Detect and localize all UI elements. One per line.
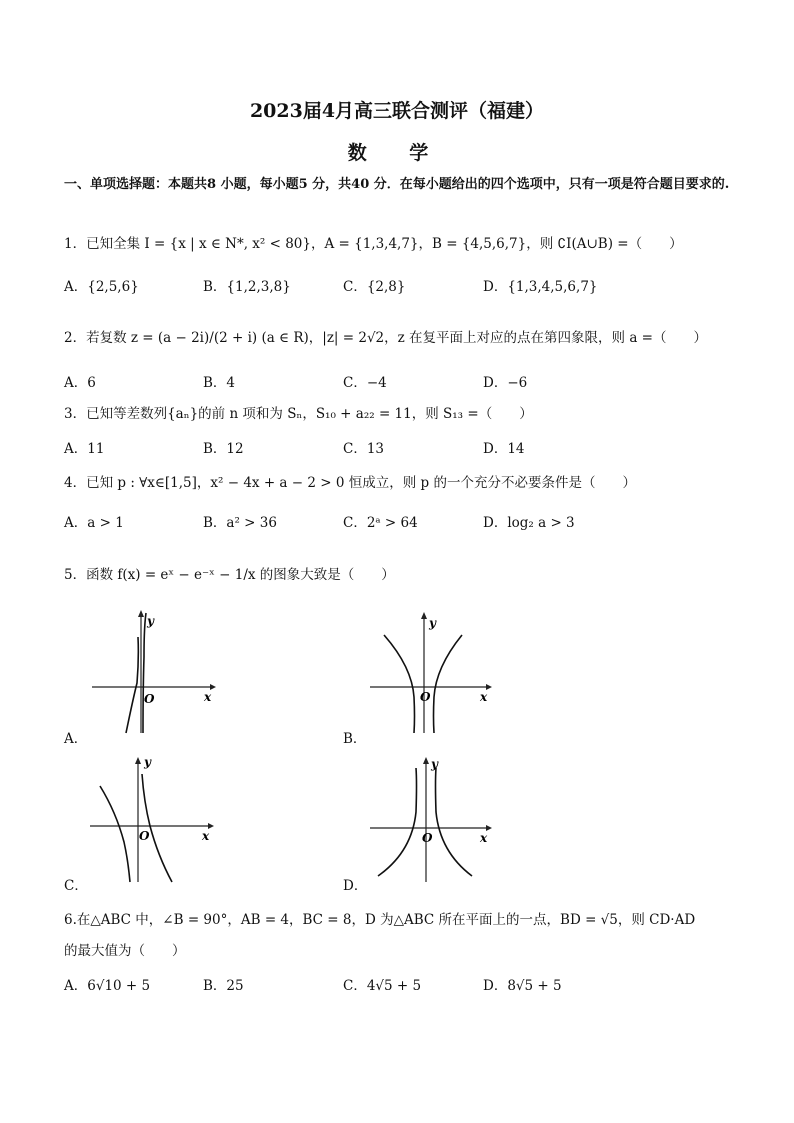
graph-d-origin-label: O (422, 831, 433, 845)
graph-option-b (366, 607, 496, 737)
graph-d-x-label: x (480, 831, 488, 845)
graph-label-c: C． (64, 878, 88, 894)
q1-option-d: D．{1,3,4,5,6,7} (483, 279, 598, 295)
q4-option-a: A．a > 1 (64, 515, 124, 531)
graph-c-y-label: y (144, 755, 151, 769)
q1-option-c: C．{2,8} (343, 279, 406, 295)
question-6-stem-line2: 的最大值为（ ） (64, 943, 186, 959)
graph-d-y-label: y (431, 757, 438, 771)
q4-option-c: C．2ᵃ > 64 (343, 515, 418, 531)
graph-label-d: D． (343, 878, 368, 894)
q4-option-d: D．log₂ a > 3 (483, 515, 575, 531)
graph-a-origin-label: O (144, 692, 155, 706)
q2-option-a: A．6 (64, 375, 96, 391)
graph-option-d (366, 752, 496, 886)
question-4-stem: 4．已知 p : ∀x∈[1,5]，x² − 4x + a − 2 > 0 恒成立，则 p 的一个充分不必要条件是（ ） (64, 475, 636, 491)
subject-title: 数 学 (347, 142, 447, 164)
q3-option-b: B．12 (203, 441, 244, 457)
q2-option-c: C．−4 (343, 375, 387, 391)
graph-b-y-label: y (429, 616, 436, 630)
q1-option-b: B．{1,2,3,8} (203, 279, 291, 295)
q3-option-d: D．14 (483, 441, 525, 457)
question-3-stem: 3．已知等差数列{aₙ}的前 n 项和为 Sₙ，S₁₀ + a₂₂ = 11，则 S₁₃ =（ ） (64, 406, 533, 422)
question-2-stem: 2．若复数 z = (a − 2i)/(2 + i) (a ∈ R)，|z| = 2√2，z 在复平面上对应的点在第四象限，则 a =（ ） (64, 330, 707, 346)
q6-option-a: A．6√10 + 5 (64, 978, 151, 994)
graph-b-x-label: x (480, 690, 488, 704)
graph-option-c (86, 752, 220, 886)
q1-option-a: A．{2,5,6} (64, 279, 139, 295)
q2-option-b: B．4 (203, 375, 236, 391)
q4-option-b: B．a² > 36 (203, 515, 277, 531)
question-1-stem: 1．已知全集 I = {x | x ∈ N*, x² < 80}，A = {1,3,4,7}，B = {4,5,6,7}，则 ∁I(A∪B) =（ ） (64, 236, 683, 252)
q6-option-b: B．25 (203, 978, 244, 994)
graph-a-x-label: x (204, 690, 212, 704)
exam-title: 2023届4月高三联合测评（福建） (249, 100, 545, 122)
section-heading: 一、单项选择题：本题共8 小题，每小题5 分，共40 分．在每小题给出的四个选项中，只有一项是符合题目要求的. (64, 177, 730, 192)
q3-option-c: C．13 (343, 441, 385, 457)
q3-option-a: A．11 (64, 441, 105, 457)
graph-b-origin-label: O (420, 690, 431, 704)
q6-option-d: D．8√5 + 5 (483, 978, 562, 994)
question-6-stem-line1: 6.在△ABC 中，∠B = 90°，AB = 4，BC = 8，D 为△ABC 所在平面上的一点，BD = √5，则 CD·AD (64, 912, 696, 928)
graph-label-b: B． (343, 731, 367, 747)
question-5-stem: 5．函数 f(x) = eˣ − e⁻ˣ − 1/x 的图象大致是（ ） (64, 567, 395, 583)
graph-c-x-label: x (202, 829, 210, 843)
graph-a-y-label: y (147, 614, 154, 628)
q2-option-d: D．−6 (483, 375, 528, 391)
graph-c-origin-label: O (139, 829, 150, 843)
q6-option-c: C．4√5 + 5 (343, 978, 422, 994)
graph-option-a (86, 607, 220, 737)
graph-label-a: A． (64, 731, 88, 747)
